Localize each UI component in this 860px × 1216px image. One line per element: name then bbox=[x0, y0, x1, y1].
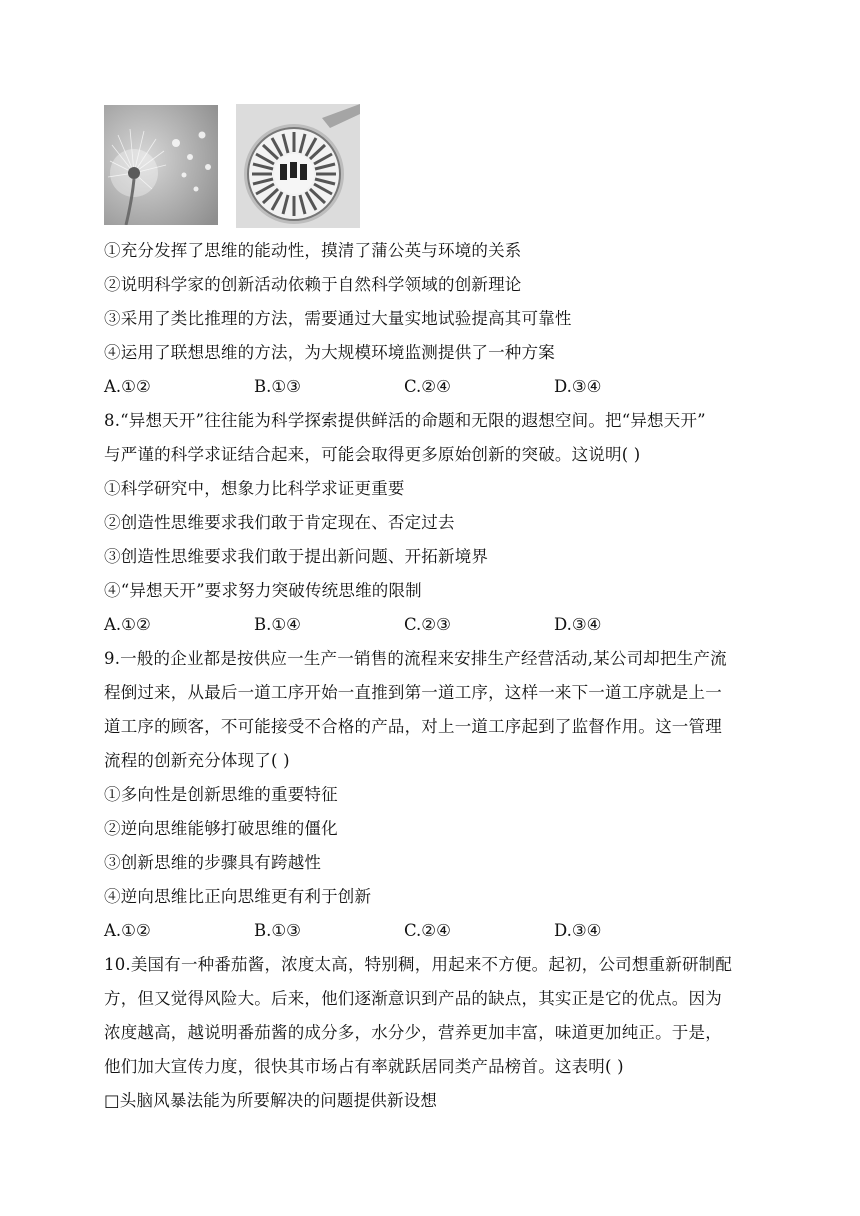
q9-choice-d: D.③④ bbox=[554, 921, 602, 940]
q7-choice-d: D.③④ bbox=[554, 377, 602, 396]
q8-option-3: ③创造性思维要求我们敢于提出新问题、开拓新境界 bbox=[104, 547, 489, 566]
q7-choice-b: B.①③ bbox=[254, 377, 301, 396]
q8-answer-choices bbox=[104, 613, 724, 637]
q10-stem-line-2: 方，但又觉得风险大。后来，他们逐渐意识到产品的缺点，其实正是它的优点。因为 bbox=[104, 989, 722, 1008]
q8-choice-c: C.②③ bbox=[404, 615, 451, 634]
q7-option-2: ②说明科学家的创新活动依赖于自然科学领域的创新理论 bbox=[104, 275, 522, 294]
q10-stem-line-3: 浓度越高，越说明番茄酱的成分多，水分少，营养更加丰富，味道更加纯正。于是， bbox=[104, 1023, 722, 1042]
q7-choice-c: C.②④ bbox=[404, 377, 451, 396]
q9-option-1: ①多向性是创新思维的重要特征 bbox=[104, 785, 338, 804]
q8-choice-b: B.①④ bbox=[254, 615, 301, 634]
q9-option-4: ④逆向思维比正向思维更有利于创新 bbox=[104, 887, 372, 906]
q9-stem-line-1: 9.一般的企业都是按供应一生产一销售的流程来安排生产经营活动,某公司却把生产流 bbox=[104, 649, 727, 668]
q8-choice-a: A.①② bbox=[104, 615, 151, 634]
q9-stem-line-3: 道工序的顾客，不可能接受不合格的产品，对上一道工序起到了监督作用。这一管理 bbox=[104, 717, 722, 736]
q10-stem-line-1: 10.美国有一种番茄酱，浓度太高，特别稠，用起来不方便。起初，公司想重新研制配 bbox=[104, 955, 733, 974]
q8-stem-line-2: 与严谨的科学求证结合起来，可能会取得更多原始创新的突破。这说明( ) bbox=[104, 445, 641, 464]
q9-option-3: ③创新思维的步骤具有跨越性 bbox=[104, 853, 322, 872]
q9-answer-choices bbox=[104, 919, 724, 943]
q7-choice-a: A.①② bbox=[104, 377, 151, 396]
q9-stem-line-2: 程倒过来，从最后一道工序开始一直推到第一道工序，这样一来下一道工序就是上一 bbox=[104, 683, 722, 702]
q7-option-3: ③采用了类比推理的方法，需要通过大量实地试验提高其可靠性 bbox=[104, 309, 572, 328]
q7-answer-choices bbox=[104, 375, 724, 399]
dandelion-photo bbox=[104, 105, 218, 225]
q7-option-4: ④运用了联想思维的方法，为大规模环境监测提供了一种方案 bbox=[104, 343, 555, 362]
q8-option-1: ①科学研究中，想象力比科学求证更重要 bbox=[104, 479, 405, 498]
q9-choice-b: B.①③ bbox=[254, 921, 301, 940]
q10-stem-line-4: 他们加大宣传力度，很快其市场占有率就跃居同类产品榜首。这表明( ) bbox=[104, 1057, 624, 1076]
q8-option-4: ④“异想天开”要求努力突破传统思维的限制 bbox=[104, 581, 422, 600]
q9-choice-c: C.②④ bbox=[404, 921, 451, 940]
q9-choice-a: A.①② bbox=[104, 921, 151, 940]
circular-sensor-photo bbox=[236, 104, 360, 228]
q8-choice-d: D.③④ bbox=[554, 615, 602, 634]
q7-option-1: ①充分发挥了思维的能动性，摸清了蒲公英与环境的关系 bbox=[104, 241, 522, 260]
q10-option-1: □头脑风暴法能为所要解决的问题提供新设想 bbox=[104, 1091, 438, 1110]
q8-stem-line-1: 8.“异想天开”往往能为科学探索提供鲜活的命题和无限的遐想空间。把“异想天开” bbox=[104, 411, 706, 430]
q9-option-2: ②逆向思维能够打破思维的僵化 bbox=[104, 819, 338, 838]
q9-stem-line-4: 流程的创新充分体现了( ) bbox=[104, 751, 290, 770]
q8-option-2: ②创造性思维要求我们敢于肯定现在、否定过去 bbox=[104, 513, 455, 532]
